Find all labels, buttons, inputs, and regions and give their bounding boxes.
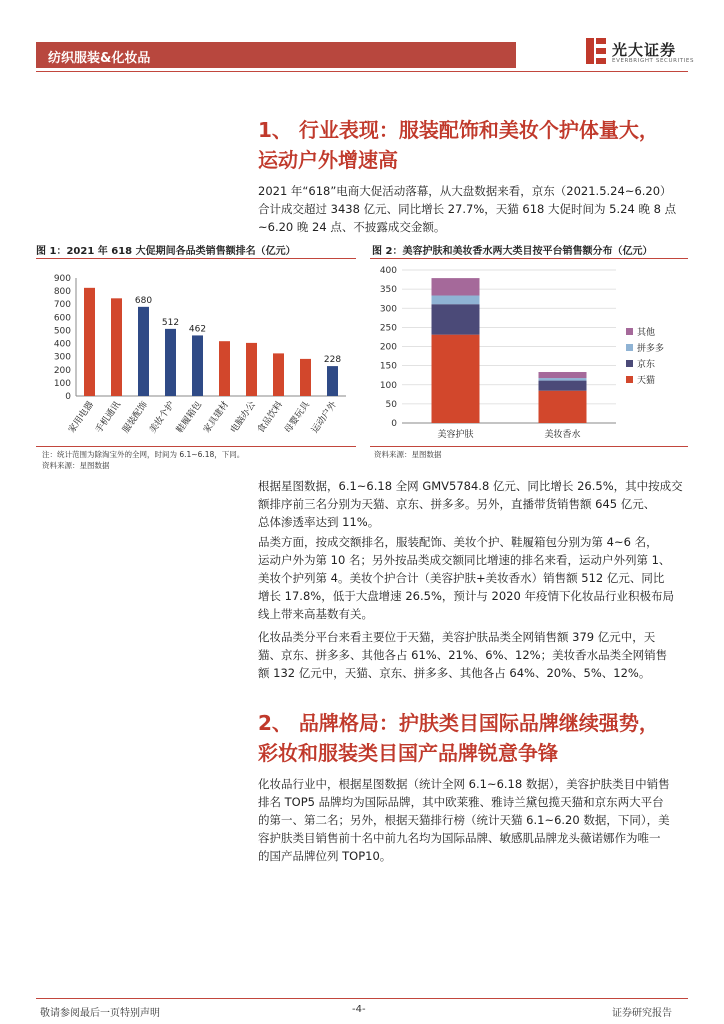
text-line: 总体渗透率达到 11%。 [258,515,380,529]
figure1-caption: 图 1：2021 年 618 大促期间各品类销售额排名（亿元） [36,246,296,257]
text-line: 合计成交超过 3438 亿元、同比增长 27.7%，天猫 618 大促时间为 5.24 晚 8 点 [258,202,677,216]
y-tick-label: 200 [379,342,397,353]
text-line: 排名 TOP5 品牌均为国际品牌，其中欧莱雅、雅诗兰黛包揽天猫和京东两大平台 [258,795,664,809]
text-line: 化妆品类分平台来看主要位于天猫，美容护肤品类全网销售额 379 亿元中，天 [258,630,656,644]
text-line: 化妆品行业中，根据星图数据（统计全网 6.1~6.18 数据），美容护肤类目中销售 [258,777,670,791]
bar [273,353,284,396]
legend-label: 其他 [637,328,656,338]
text-line: 品类方面，按成交额排名，服装配饰、美妆个护、鞋履箱包分别为第 4~6 名， [258,535,658,549]
bar-data-label: 462 [188,324,207,335]
figure1-bottom-rule [36,446,356,447]
y-tick-label: 800 [53,287,71,298]
text-line: 额 132 亿元中，天猫、京东、拼多多、其他各占 64%、20%、5%、12%。 [258,666,651,680]
brand-mark-icon [586,38,606,64]
brand-name: 光大证券 [612,41,677,59]
y-tick-label: 200 [53,365,71,376]
legend-label: 天猫 [637,376,656,386]
text-line: 猫、京东、拼多多、其他各占 61%、21%、6%、12%；美妆香水品类全网销售 [258,648,668,662]
legend-swatch [626,344,633,351]
section2-paragraph-1 [258,775,688,865]
stacked-bar-segment [432,278,480,295]
x-tick-label: 服装配饰 [121,399,150,436]
text-line: ~6.20 晚 24 点、不披露成交金额。 [258,220,446,234]
y-tick-label: 0 [65,392,71,402]
bar-data-label: 228 [323,355,342,366]
y-tick-label: 900 [53,274,71,284]
x-tick-label: 美容护肤 [437,430,474,440]
page-number: -4- [352,1004,366,1015]
y-tick-label: 600 [53,313,71,324]
y-tick-label: 700 [53,300,71,311]
y-tick-label: 100 [53,378,71,389]
footer-report-type: 证券研究报告 [612,1008,672,1019]
bar [138,307,149,396]
footer-disclaimer: 敬请参阅最后一页特别声明 [40,1008,160,1019]
section1-intro [258,182,688,236]
x-tick-label: 美妆香水 [544,430,581,440]
figure2-stacked-bar-chart [370,262,688,448]
y-tick-label: 300 [53,352,71,363]
figure2-bottom-rule [370,446,688,447]
stacked-bar-segment [432,296,480,305]
text-line: 的国产品牌位列 TOP10。 [258,849,392,863]
header-band [36,42,516,68]
figure1-source: 资料来源：星图数据 [42,461,110,470]
footer-divider [36,998,688,999]
text-line: 根据星图数据，6.1~6.18 全网 GMV5784.8 亿元、同比增长 26.5%，其中按成交 [258,479,683,493]
y-tick-label: 250 [379,323,397,334]
section1-paragraph-3 [258,628,688,682]
y-tick-label: 300 [379,304,397,315]
text-line: 额排序前三名分别为天猫、京东、拼多多。另外，直播带货销售额 645 亿元、 [258,497,656,511]
x-tick-label: 手机通讯 [94,399,123,436]
stacked-bar-segment [539,372,587,378]
legend-swatch [626,328,633,335]
y-tick-label: 350 [379,285,397,296]
figure2-caption: 图 2：美容护肤和美妆香水两大类目按平台销售额分布（亿元） [372,246,653,257]
section1-paragraph-1 [258,477,688,531]
text-line: 运动户外为第 10 名；另外按品类成交额同比增速的排名来看，运动户外列第 1、 [258,553,671,567]
bar [111,298,122,396]
x-tick-label: 美妆个护 [148,399,177,436]
stacked-bar-segment [432,335,480,423]
text-line: 增长 17.8%，低于大盘增速 26.5%，预计与 2020 年疫情下化妆品行业积极布局 [258,589,674,603]
section1-title-line1: 1、 行业表现：服装配饰和美妆个护体量大， [258,118,659,142]
section1-title-line2: 运动户外增速高 [258,148,398,172]
y-tick-label: 500 [53,326,71,337]
section2-title-line1: 2、 品牌格局：护肤类目国际品牌继续强势， [258,711,659,735]
figure1-note: 注：统计范围为除淘宝外的全网，时间为 6.1~6.18，下同。 [42,450,245,459]
figure2-top-rule [370,258,688,259]
y-tick-label: 50 [385,399,397,410]
section1-paragraph-2 [258,533,688,623]
x-tick-label: 运动户外 [310,399,339,436]
x-tick-label: 家用电器 [67,399,96,436]
y-tick-label: 400 [379,266,397,276]
bar [219,341,230,396]
legend-label: 京东 [637,360,656,370]
bar [84,288,95,396]
stacked-bar-segment [539,381,587,391]
y-tick-label: 0 [391,419,397,429]
bar [192,335,203,396]
bar [327,366,338,396]
y-tick-label: 400 [53,339,71,350]
text-line: 线上带来高基数有关。 [258,607,373,621]
stacked-bar-segment [432,304,480,334]
bar [246,343,257,396]
figure1-bar-chart [36,262,356,448]
text-line: 的第一、第二名；另外，根据天猫排行榜（统计天猫 6.1~6.20 数据，下同），美 [258,813,670,827]
legend-label: 拼多多 [637,344,665,354]
stacked-bar-segment [539,378,587,381]
x-tick-label: 家具建材 [202,399,231,436]
text-line: 美妆个护列第 4。美妆个护合计（美容护肤+美妆香水）销售额 512 亿元、同比 [258,571,665,585]
brand-logo [586,36,696,70]
x-tick-label: 母婴玩具 [283,399,312,436]
stacked-bar-segment [539,391,587,423]
bar [300,359,311,396]
y-tick-label: 150 [379,361,397,372]
header-divider [36,71,688,72]
bar-data-label: 680 [134,295,153,306]
legend-swatch [626,360,633,367]
figure1-top-rule [36,258,356,259]
bar-data-label: 512 [161,317,180,328]
sector-label: 纺织服装&化妆品 [48,51,151,66]
x-tick-label: 电脑办公 [229,399,258,436]
section2-title-line2: 彩妆和服装类目国产品牌锐意争锋 [258,741,558,765]
text-line: 容护肤类目销售前十名中前九名均为国际品牌、敏感肌品牌龙头薇诺娜作为唯一 [258,831,661,845]
text-line: 2021 年“618”电商大促活动落幕，从大盘数据来看，京东（2021.5.24~6.20） [258,184,672,198]
x-tick-label: 鞋履箱包 [175,399,204,436]
x-tick-label: 食品饮料 [256,399,285,436]
legend-swatch [626,376,633,383]
y-tick-label: 100 [379,380,397,391]
figure2-source: 资料来源：星图数据 [374,450,442,459]
bar [165,329,176,396]
brand-name-en: EVERBRIGHT SECURITIES [612,58,695,64]
